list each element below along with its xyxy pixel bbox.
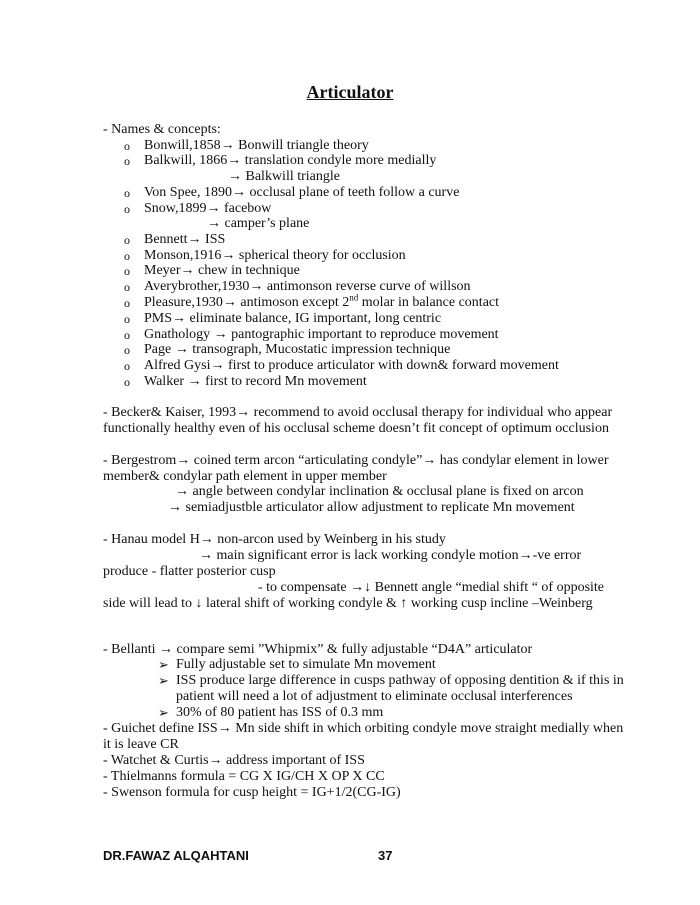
- circle-bullet-icon: o: [124, 312, 130, 326]
- list-item-continuation: → Balkwill triangle: [228, 169, 340, 184]
- circle-bullet-icon: o: [124, 233, 130, 247]
- arrow-bullet-icon: ➢: [158, 705, 169, 720]
- paragraph-line: → semiadjustble articulator allow adjustment to replicate Mn movement: [168, 500, 575, 515]
- paragraph-line: - Hanau model H→ non-arcon used by Weinberg in his study: [103, 532, 446, 547]
- list-item: o PMS→ eliminate balance, IG important, long centric: [124, 311, 442, 326]
- list-item: ➢ 30% of 80 patient has ISS of 0.3 mm: [158, 705, 384, 720]
- circle-bullet-icon: o: [124, 375, 130, 389]
- list-item: ➢ Fully adjustable set to simulate Mn movement: [158, 657, 436, 672]
- list-item: o Bonwill,1858→ Bonwill triangle theory: [124, 138, 369, 153]
- list-item: o Gnathology → pantographic important to reproduce movement: [124, 327, 499, 342]
- paragraph-line: - to compensate →↓ Bennett angle “medial shift “ of opposite: [258, 580, 605, 595]
- circle-bullet-icon: o: [124, 139, 130, 153]
- list-item: o Balkwill, 1866→ translation condyle more medially: [124, 153, 437, 168]
- list-item-continuation: → camper’s plane: [207, 216, 310, 231]
- list-item: o Alfred Gysi→ first to produce articulator with down& forward movement: [124, 358, 559, 373]
- paragraph-line: - Guichet define ISS→ Mn side shift in which orbiting condyle move straight medially when: [103, 721, 624, 736]
- circle-bullet-icon: o: [124, 186, 130, 200]
- paragraph-line: functionally healthy even of his occlusal scheme doesn’t fit concept of optimum occlusion: [103, 421, 609, 436]
- paragraph-line: - Swenson formula for cusp height = IG+1/2(CG-IG): [103, 785, 401, 800]
- superscript: nd: [349, 292, 359, 303]
- circle-bullet-icon: o: [124, 264, 130, 278]
- list-item: o Snow,1899→ facebow: [124, 201, 272, 216]
- footer-author: DR.FAWAZ ALQAHTANI: [103, 848, 249, 863]
- circle-bullet-icon: o: [124, 359, 130, 373]
- page-title: Articulator: [306, 82, 394, 102]
- list-item: o Page → transograph, Mucostatic impression technique: [124, 342, 451, 357]
- list-item: o Monson,1916→ spherical theory for occlusion: [124, 248, 406, 263]
- list-item: o Pleasure,1930→ antimoson except 2nd molar in balance contact: [124, 292, 500, 310]
- list-item: o Bennett→ ISS: [124, 232, 226, 247]
- list-item: o Averybrother,1930→ antimonson reverse curve of willson: [124, 279, 471, 294]
- arrow-bullet-icon: ➢: [158, 673, 169, 688]
- circle-bullet-icon: o: [124, 296, 130, 310]
- list-item: ➢ ISS produce large difference in cusps pathway of opposing dentition & if this in: [158, 673, 624, 688]
- circle-bullet-icon: o: [124, 154, 130, 168]
- list-item-continuation: patient will need a lot of adjustment to eliminate occlusal interferences: [176, 689, 573, 704]
- paragraph-line: - Thielmanns formula = CG X IG/CH X OP X CC: [103, 769, 385, 784]
- list-item: o Meyer→ chew in technique: [124, 263, 300, 278]
- arrow-bullet-icon: ➢: [158, 657, 169, 672]
- paragraph-line: - Bellanti → compare semi ”Whipmix” & fully adjustable “D4A” articulator: [103, 642, 533, 657]
- paragraph-line: - Becker& Kaiser, 1993→ recommend to avoid occlusal therapy for individual who appear: [103, 405, 613, 420]
- paragraph-line: it is leave CR: [103, 737, 179, 752]
- circle-bullet-icon: o: [124, 280, 130, 294]
- paragraph-line: - Bergestrom→ coined term arcon “articulating condyle”→ has condylar element in lower: [103, 453, 609, 468]
- circle-bullet-icon: o: [124, 343, 130, 357]
- paragraph-line: side will lead to ↓ lateral shift of working condyle & ↑ working cusp incline –Weinberg: [103, 596, 593, 611]
- names-intro: - Names & concepts:: [103, 122, 221, 137]
- list-item: o Walker → first to record Mn movement: [124, 374, 367, 389]
- paragraph-line: → angle between condylar inclination & occlusal plane is fixed on arcon: [175, 484, 584, 499]
- circle-bullet-icon: o: [124, 249, 130, 263]
- list-item: o Von Spee, 1890→ occlusal plane of teeth follow a curve: [124, 185, 460, 200]
- paragraph-line: → main significant error is lack working condyle motion→-ve error: [199, 548, 582, 563]
- paragraph-line: member& condylar path element in upper member: [103, 469, 387, 484]
- paragraph-line: produce - flatter posterior cusp: [103, 564, 276, 579]
- page-number: 37: [378, 848, 393, 863]
- circle-bullet-icon: o: [124, 202, 130, 216]
- paragraph-line: - Watchet & Curtis→ address important of ISS: [103, 753, 365, 768]
- circle-bullet-icon: o: [124, 328, 130, 342]
